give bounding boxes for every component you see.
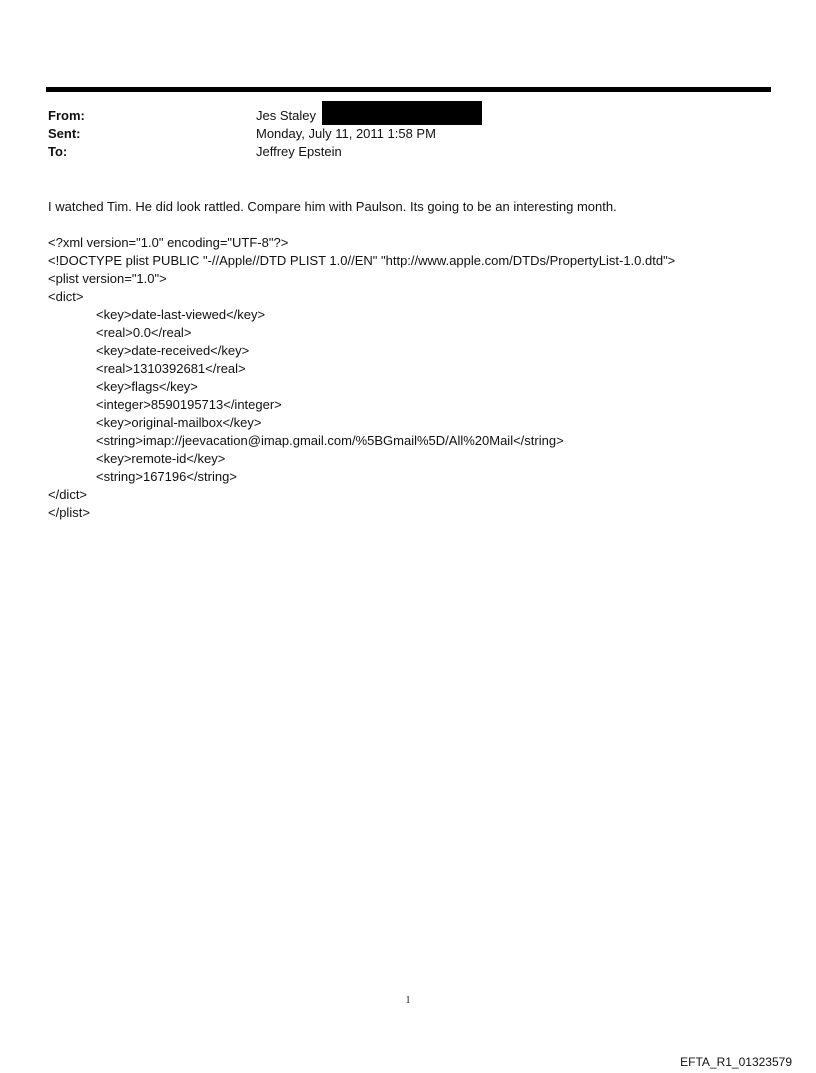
plist-line: <integer>8590195713</integer>: [96, 397, 282, 412]
email-header: [48, 107, 768, 161]
header-divider: [46, 87, 771, 92]
plist-line: <key>remote-id</key>: [96, 451, 226, 466]
email-message: I watched Tim. He did look rattled. Compare him with Paulson. Its going to be an interesting month.: [48, 199, 617, 214]
to-label: To:: [48, 144, 68, 159]
plist-line: <?xml version="1.0" encoding="UTF-8"?>: [48, 235, 289, 250]
sent-row: [48, 125, 768, 143]
from-row: [48, 107, 768, 125]
sent-label: Sent:: [48, 126, 81, 141]
sent-value: Monday, July 11, 2011 1:58 PM: [256, 126, 436, 141]
plist-line: <real>0.0</real>: [96, 325, 192, 340]
plist-line: </dict>: [48, 487, 88, 502]
plist-line: <key>flags</key>: [96, 379, 198, 394]
redaction-box: [322, 101, 482, 125]
from-label: From:: [48, 108, 85, 123]
plist-line: <string>167196</string>: [96, 469, 237, 484]
plist-line: <key>original-mailbox</key>: [96, 415, 262, 430]
plist-line: <key>date-last-viewed</key>: [96, 307, 266, 322]
plist-line: <dict>: [48, 289, 84, 304]
plist-line: <string>imap://jeevacation@imap.gmail.com/%5BGmail%5D/All%20Mail</string>: [96, 433, 564, 448]
page-number: 1: [405, 995, 411, 1006]
to-value: Jeffrey Epstein: [256, 144, 342, 159]
plist-line: <key>date-received</key>: [96, 343, 250, 358]
document-id: EFTA_R1_01323579: [680, 1055, 792, 1069]
plist-line: <plist version="1.0">: [48, 271, 167, 286]
plist-line: <real>1310392681</real>: [96, 361, 246, 376]
plist-block: [48, 234, 778, 522]
from-value: Jes Staley: [256, 108, 316, 123]
to-row: [48, 143, 768, 161]
plist-line: </plist>: [48, 505, 90, 520]
plist-line: <!DOCTYPE plist PUBLIC "-//Apple//DTD PLIST 1.0//EN" "http://www.apple.com/DTDs/PropertyList-1.0.dtd">: [48, 253, 676, 268]
